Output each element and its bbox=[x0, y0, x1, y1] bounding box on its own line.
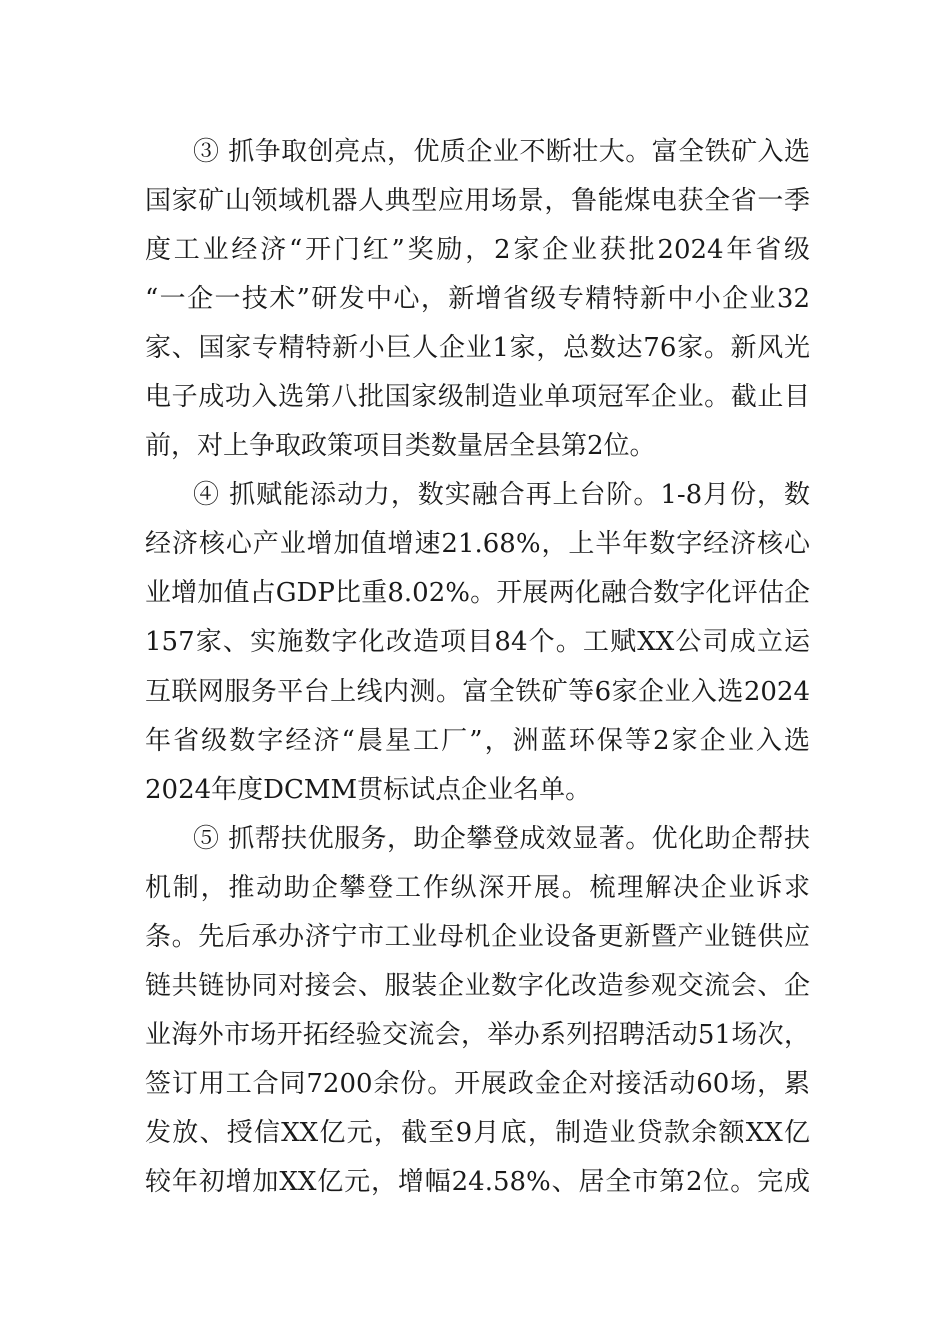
text-line: 前，对上争取政策项目类数量居全县第2位。 bbox=[145, 431, 656, 462]
text-line: ④ 抓赋能添动力，数实融合再上台阶。1-8月份，数 bbox=[193, 480, 810, 511]
text-line: 157家、实施数字化改造项目84个。工赋XX公司成立运 bbox=[145, 627, 810, 658]
document-body bbox=[145, 128, 810, 1207]
text-line: 较年初增加XX亿元，增幅24.58%、居全市第2位。完成 bbox=[145, 1166, 810, 1197]
paragraph-5 bbox=[145, 815, 810, 1207]
paragraph-3 bbox=[145, 128, 810, 471]
text-line: 电子成功入选第八批国家级制造业单项冠军企业。截止目 bbox=[145, 382, 810, 413]
text-line: 业海外市场开拓经验交流会，举办系列招聘活动51场次， bbox=[145, 1019, 810, 1050]
text-line: “一企一技术”研发中心，新增省级专精特新中小企业32 bbox=[145, 284, 810, 315]
text-line: 签订用工合同7200余份。开展政金企对接活动60场，累 bbox=[145, 1068, 810, 1099]
text-line: 经济核心产业增加值增速21.68%，上半年数字经济核心 bbox=[145, 529, 810, 560]
text-line: 发放、授信XX亿元，截至9月底，制造业贷款余额XX亿 bbox=[145, 1117, 810, 1148]
text-line: 机制，推动助企攀登工作纵深开展。梳理解决企业诉求 bbox=[145, 872, 810, 903]
text-line: ③ 抓争取创亮点，优质企业不断壮大。富全铁矿入选 bbox=[193, 137, 810, 167]
text-line: 链共链协同对接会、服装企业数字化改造参观交流会、企 bbox=[145, 970, 810, 1001]
text-line: 国家矿山领域机器人典型应用场景，鲁能煤电获全省一季 bbox=[145, 186, 810, 217]
text-line: ⑤ 抓帮扶优服务，助企攀登成效显著。优化助企帮扶 bbox=[193, 823, 810, 854]
text-line: 年省级数字经济“晨星工厂”，洲蓝环保等2家企业入选 bbox=[145, 725, 810, 756]
text-line: 互联网服务平台上线内测。富全铁矿等6家企业入选2024 bbox=[145, 676, 810, 707]
text-line: 业增加值占GDP比重8.02%。开展两化融合数字化评估企 bbox=[145, 578, 810, 609]
text-line: 度工业经济“开门红”奖励，2家企业获批2024年省级 bbox=[145, 235, 810, 266]
text-line: 家、国家专精特新小巨人企业1家，总数达76家。新风光 bbox=[145, 333, 810, 364]
paragraph-4 bbox=[145, 471, 810, 814]
text-line: 2024年度DCMM贯标试点企业名单。 bbox=[145, 774, 592, 805]
text-line: 条。先后承办济宁市工业母机企业设备更新暨产业链供应 bbox=[145, 921, 810, 952]
